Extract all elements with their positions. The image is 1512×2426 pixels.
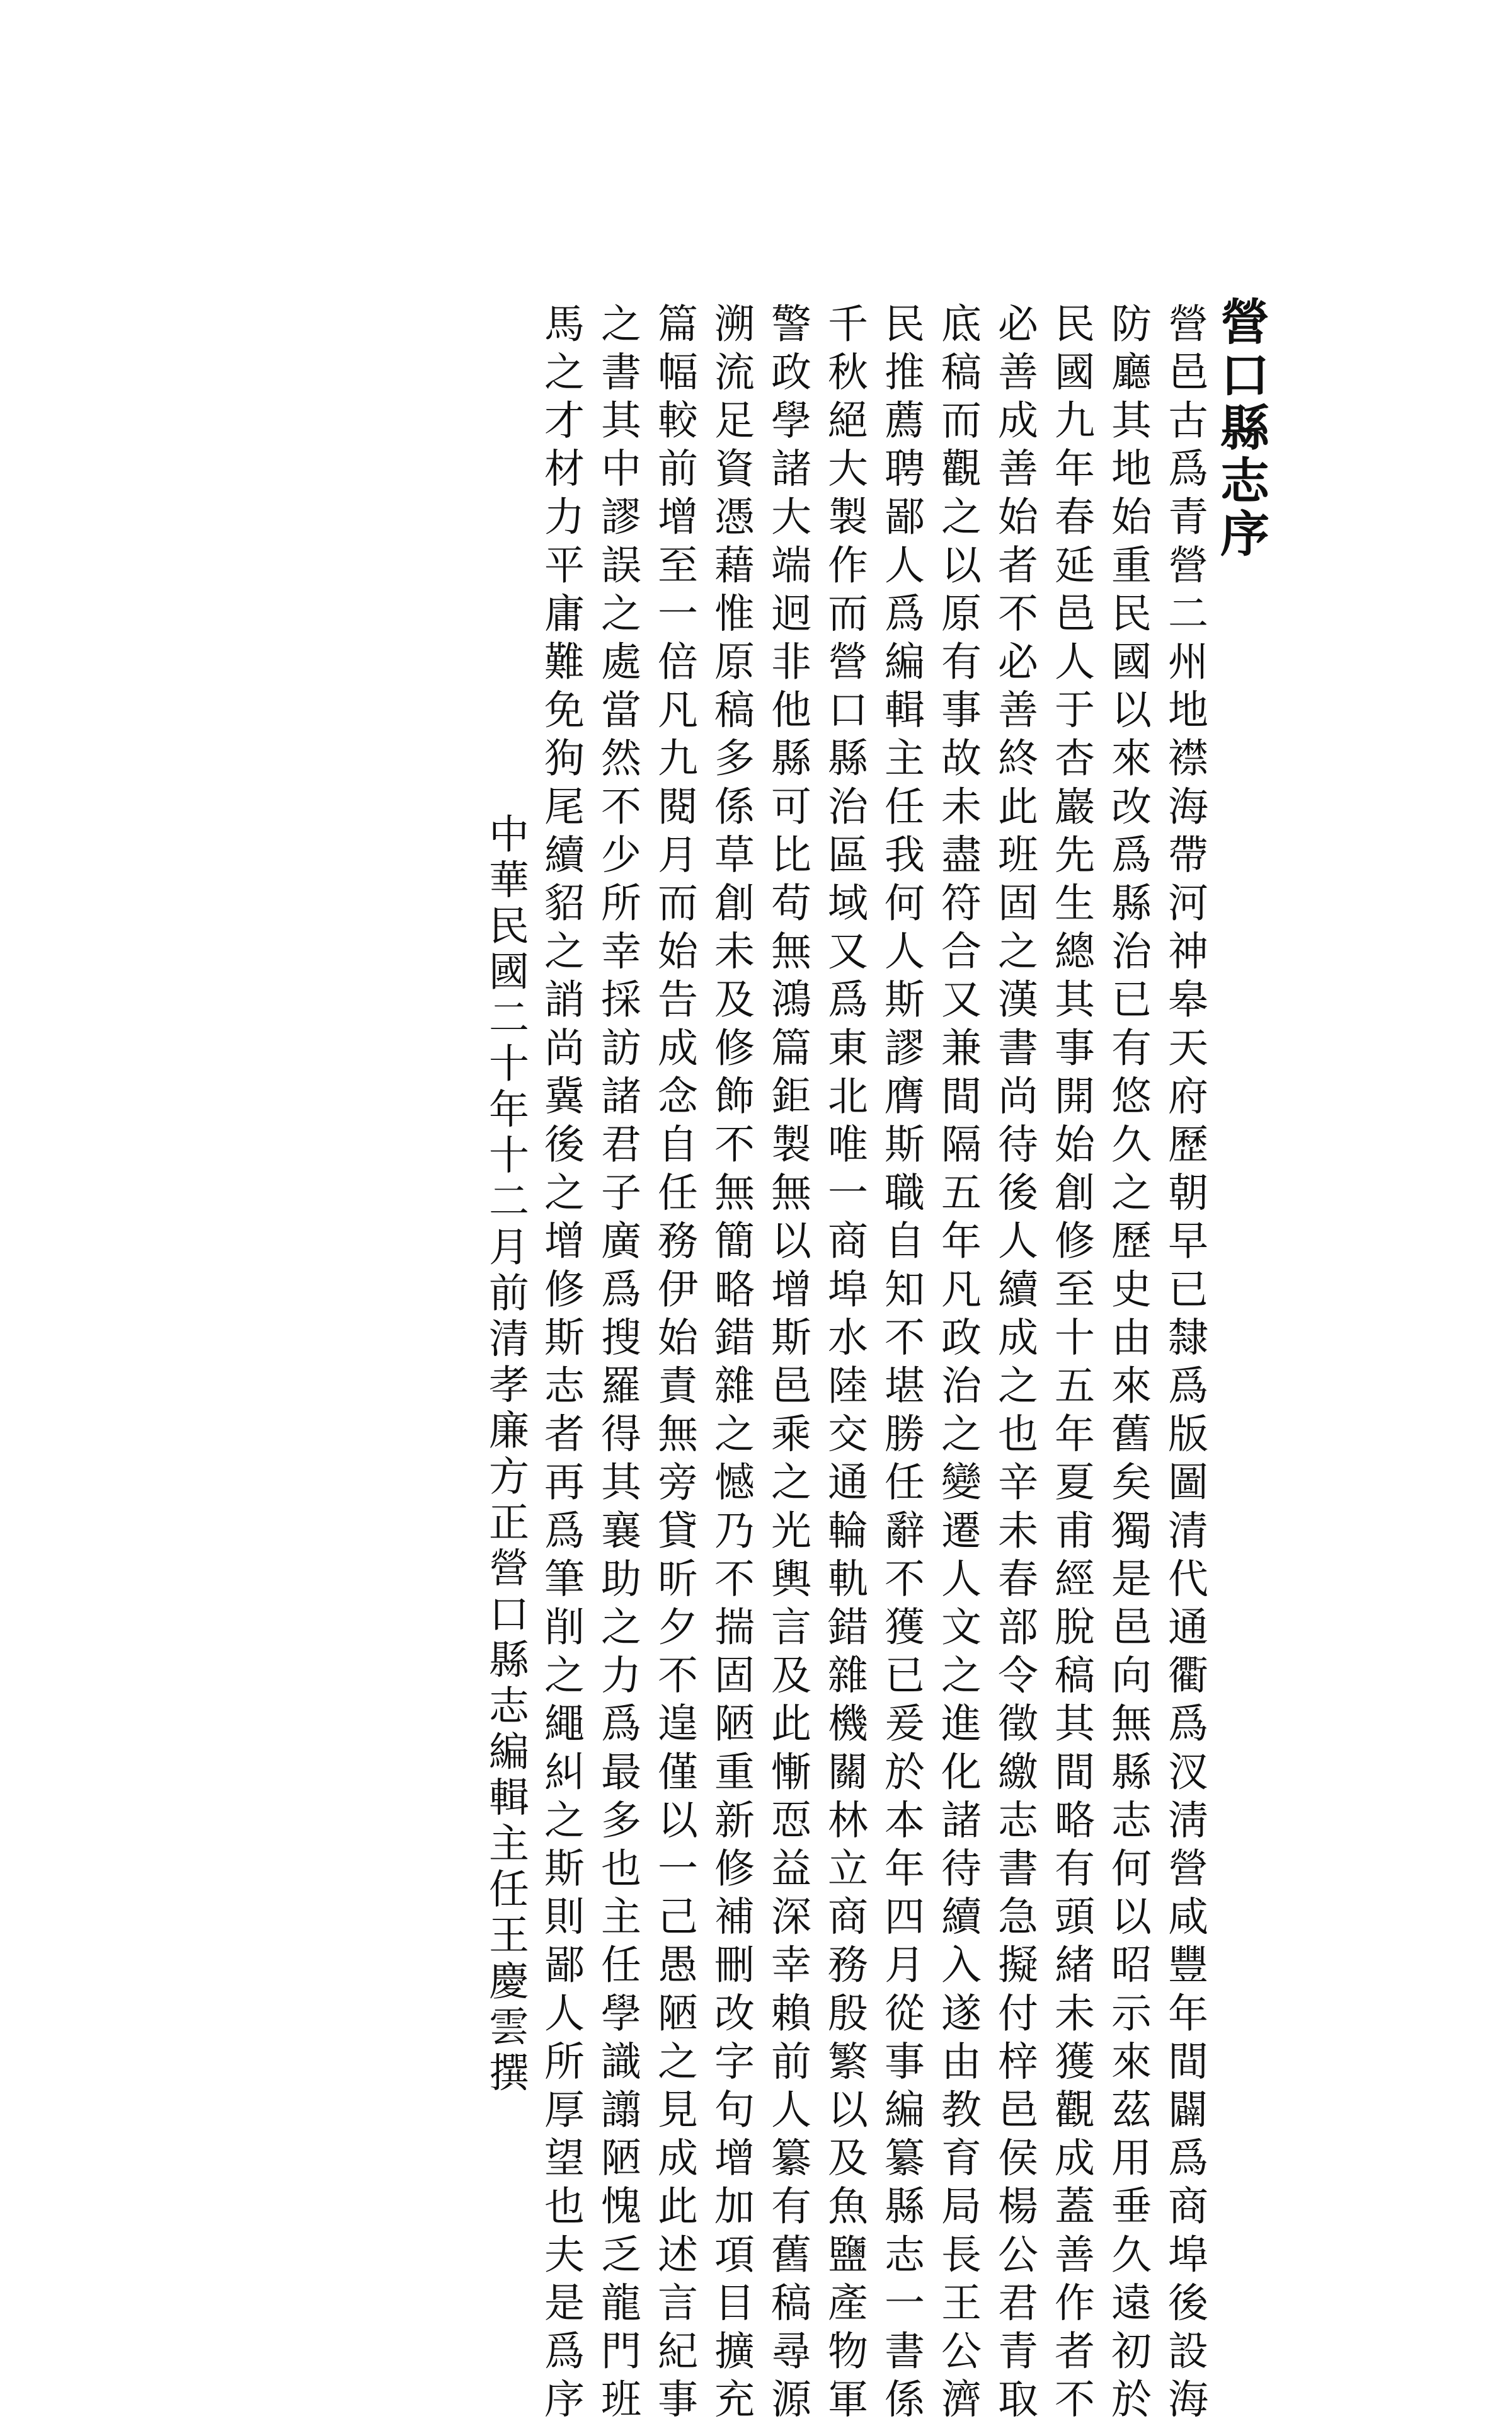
date-signature-line: 中華民國二十年十二月前清孝廉方正營口縣志編輯主任王慶雲撰	[482, 813, 529, 2098]
text-column-4: 必善成善始者不必善終此班固之漢書尚待後人續成之也辛未春部令徵繳志書急擬付梓邑侯楊公君青取	[991, 302, 1038, 2426]
text-column-8: 警政學諸大端迥非他縣可比苟無鴻篇鉅製無以增斯邑乘之光輿言及此慚恧益深幸賴前人纂有舊稿尋源	[764, 302, 811, 2426]
text-column-7: 千秋絕大製作而營口縣治區域又爲東北唯一商埠水陸交通輪軌錯雜機關林立商務殷繁以及魚鹽產物軍	[821, 302, 868, 2426]
text-column-10: 篇幅較前增至一倍凡九閱月而始告成念自任務伊始責無旁貸昕夕不遑僅以一己愚陋之見成此述言紀事	[651, 302, 697, 2426]
document-title: 營口縣志序	[1212, 296, 1269, 561]
text-column-1: 營邑古爲青營二州地襟海帶河神皋天府歷朝早已隸爲版圖清代通衢爲汊淸營咸豐年間闢爲商埠後設海	[1161, 302, 1208, 2426]
text-column-3: 民國九年春延邑人于杏巖先生總其事開始創修至十五年夏甫經脫稿其間略有頭緒未獲觀成蓋善作者不	[1048, 302, 1094, 2426]
text-column-6: 民推薦聘鄙人爲編輯主任我何人斯謬膺斯職自知不堪勝任辭不獲已爰於本年四月從事編纂縣志一書係	[878, 302, 924, 2426]
text-column-12: 馬之才材力平庸難免狗尾續貂之誚尚冀後之增修斯志者再爲筆削之繩糾之斯則鄙人所厚望也夫是爲序	[537, 302, 584, 2426]
text-column-2: 防廳其地始重民國以來改爲縣治已有悠久之歷史由來舊矣獨是邑向無縣志何以昭示來茲用垂久遠初於	[1104, 302, 1151, 2426]
text-column-11: 之書其中謬誤之處當然不少所幸採訪諸君子廣爲搜羅得其襄助之力爲最多也主任學識譾陋愧乏龍門班	[594, 302, 641, 2426]
text-column-9: 溯流足資憑藉惟原稿多係草創未及修飾不無簡略錯雜之憾乃不揣固陋重新修補刪改字句增加項目擴充	[707, 302, 754, 2426]
text-column-5: 底稿而觀之以原有事故未盡符合又兼間隔五年凡政治之變遷人文之進化諸待續入遂由教育局長王公濟	[934, 302, 981, 2426]
